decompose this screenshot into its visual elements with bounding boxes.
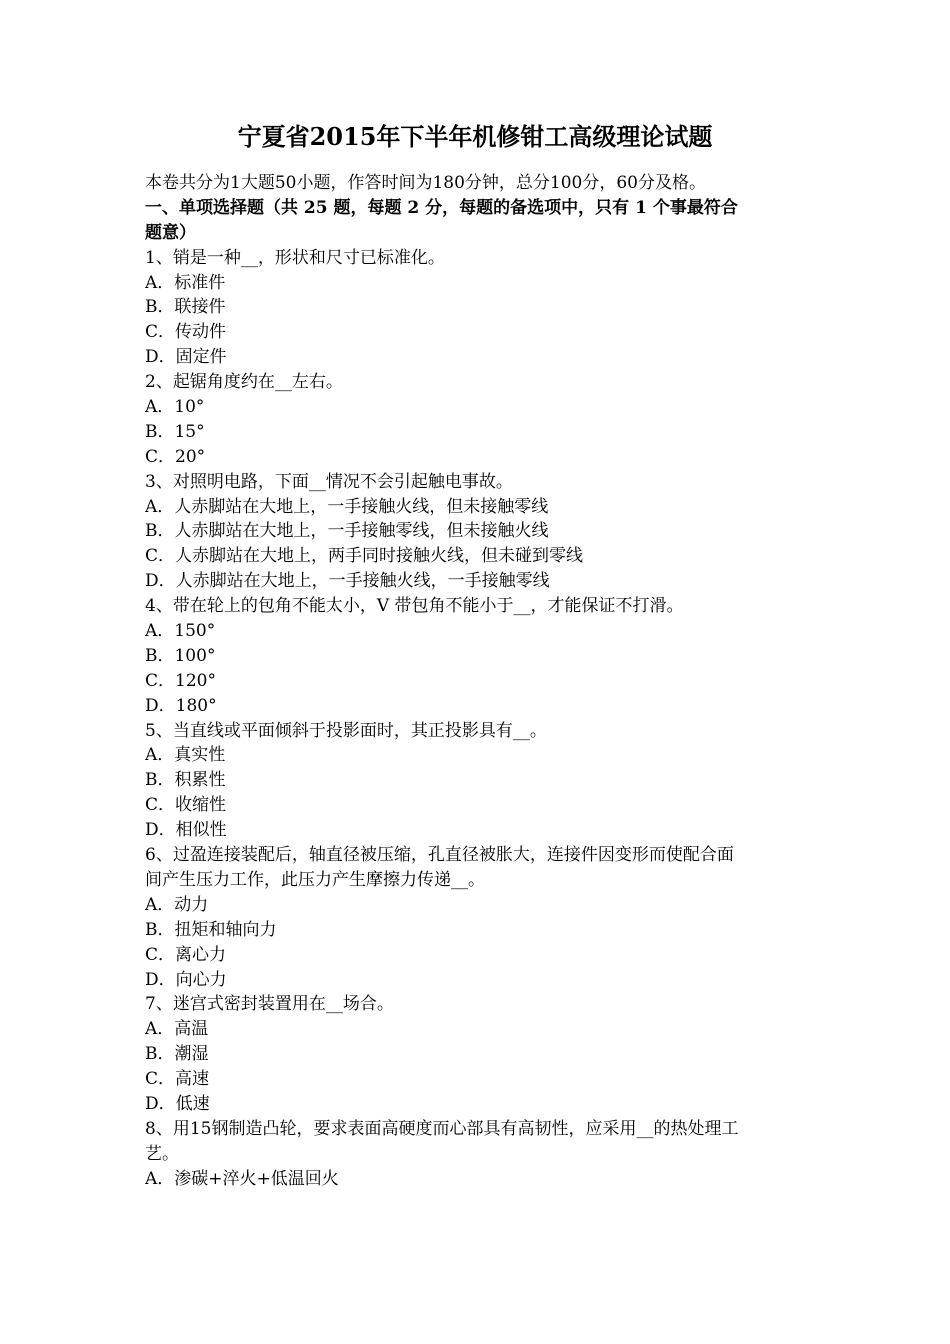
question-stem: 5、当直线或平面倾斜于投影面时，其正投影具有__。: [145, 720, 547, 741]
question-stem: 3、对照明电路，下面__情况不会引起触电事故。: [145, 471, 513, 492]
answer-option: C．高速: [145, 1069, 210, 1090]
exam-intro: 本卷共分为1大题50小题，作答时间为180分钟，总分100分，60分及格。: [145, 173, 706, 193]
answer-option: C．收缩性: [145, 795, 227, 816]
answer-option: A．人赤脚站在大地上，一手接触火线，但未接触零线: [145, 496, 549, 517]
question-stem: 6、过盈连接装配后，轴直径被压缩，孔直径被胀大，连接件因变形而使配合面: [145, 845, 734, 866]
question-stem: 4、带在轮上的包角不能太小，V 带包角不能小于__，才能保证不打滑。: [145, 596, 684, 617]
answer-option: A．高温: [145, 1019, 209, 1040]
answer-option: A．动力: [145, 894, 209, 915]
answer-option: C．20°: [145, 446, 206, 467]
question-stem: 8、用15钢制造凸轮，要求表面高硬度而心部具有高韧性，应采用__的热处理工: [145, 1118, 739, 1139]
answer-option: D．向心力: [145, 969, 227, 990]
answer-option: B．联接件: [145, 297, 226, 318]
question-block: [145, 246, 810, 370]
answer-option: C．人赤脚站在大地上，两手同时接触火线，但未碰到零线: [145, 546, 584, 567]
question-block: [145, 470, 810, 594]
question-stem: 间产生压力工作，此压力产生摩擦力传递__。: [145, 869, 485, 890]
answer-option: A．150°: [145, 621, 216, 642]
section-heading-line-1: 一、单项选择题（共 25 题，每题 2 分，每题的备选项中，只有 1 个事最符合: [145, 197, 738, 218]
answer-option: C．120°: [145, 670, 216, 691]
answer-option: B．潮湿: [145, 1044, 209, 1065]
question-block: [145, 843, 810, 992]
answer-option: D．相似性: [145, 820, 227, 841]
answer-option: C．离心力: [145, 944, 227, 965]
answer-option: D．180°: [145, 695, 217, 716]
question-block: [145, 992, 810, 1116]
question-block: [145, 594, 810, 718]
document-title: 宁夏省2015年下半年机修钳工高级理论试题: [237, 122, 713, 151]
answer-option: C．传动件: [145, 322, 227, 343]
answer-option: A．真实性: [145, 745, 226, 766]
question-list: [145, 246, 810, 1192]
answer-option: B．100°: [145, 645, 216, 666]
question-block: [145, 719, 810, 843]
answer-option: A．渗碳+淬火+低温回火: [145, 1168, 339, 1189]
question-stem: 艺。: [145, 1143, 179, 1164]
section-heading-line-2: 题意）: [145, 222, 196, 243]
answer-option: D．固定件: [145, 347, 227, 368]
answer-option: B．人赤脚站在大地上，一手接触零线，但未接触火线: [145, 521, 549, 542]
document-body: [145, 171, 810, 1192]
answer-option: B．15°: [145, 421, 205, 442]
question-stem: 7、迷宫式密封装置用在__场合。: [145, 994, 394, 1015]
question-block: [145, 1117, 810, 1192]
question-stem: 2、起锯角度约在__左右。: [145, 372, 343, 393]
answer-option: B．扭矩和轴向力: [145, 919, 277, 940]
question-stem: 1、销是一种__，形状和尺寸已标准化。: [145, 247, 445, 268]
question-block: [145, 370, 810, 470]
answer-option: A．10°: [145, 397, 205, 418]
answer-option: D．低速: [145, 1093, 210, 1114]
answer-option: A．标准件: [145, 272, 226, 293]
answer-option: B．积累性: [145, 770, 226, 791]
answer-option: D．人赤脚站在大地上，一手接触火线，一手接触零线: [145, 571, 550, 592]
